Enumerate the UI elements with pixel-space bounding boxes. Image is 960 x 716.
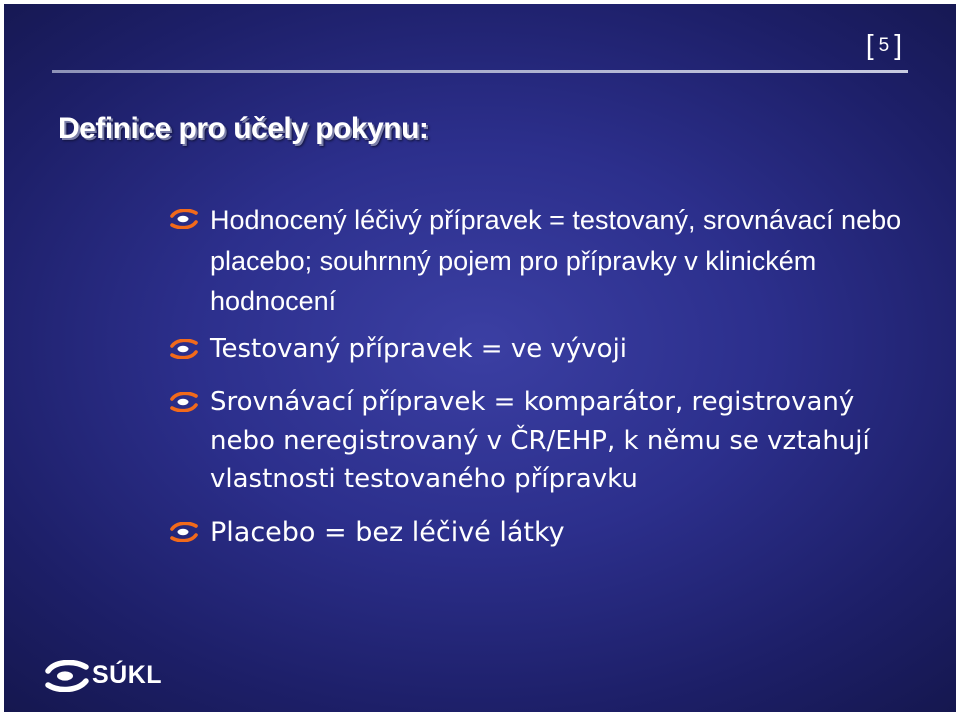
logo-text: SÚKL	[92, 661, 163, 689]
sukl-swirl-icon	[170, 392, 198, 412]
page-number	[866, 28, 904, 63]
slide	[4, 4, 956, 712]
page-bracket-close: ]	[894, 29, 904, 60]
sukl-swirl-icon	[170, 209, 198, 229]
bullet-text: Srovnávací přípravek = komparátor, registrovaný nebo neregistrovaný v ČR/EHP, k němu se vztahují vlastnosti testovaného přípravku	[210, 387, 870, 494]
bullet-text: Hodnocený léčivý přípravek = testovaný, srovnávací nebo placebo; souhrnný pojem pro přípravky v klinickém hodnocení	[210, 205, 902, 316]
header-rule	[52, 70, 908, 73]
page-bracket-open: [	[865, 29, 876, 60]
bullet-list	[166, 200, 906, 553]
page-number-value: 5	[878, 35, 892, 56]
sukl-swirl-icon	[170, 339, 198, 359]
bullet-item	[166, 513, 906, 553]
bullet-text: Placebo = bez léčivé látky	[210, 516, 565, 548]
bullet-item	[166, 383, 906, 499]
bullet-text: Testovaný přípravek = ve vývoji	[210, 333, 628, 364]
bullet-item	[166, 200, 906, 322]
sukl-logo-icon	[44, 660, 90, 692]
bullet-item	[166, 330, 906, 369]
slide-title: Definice pro účely pokynu:	[58, 112, 429, 145]
sukl-swirl-icon	[170, 522, 198, 542]
